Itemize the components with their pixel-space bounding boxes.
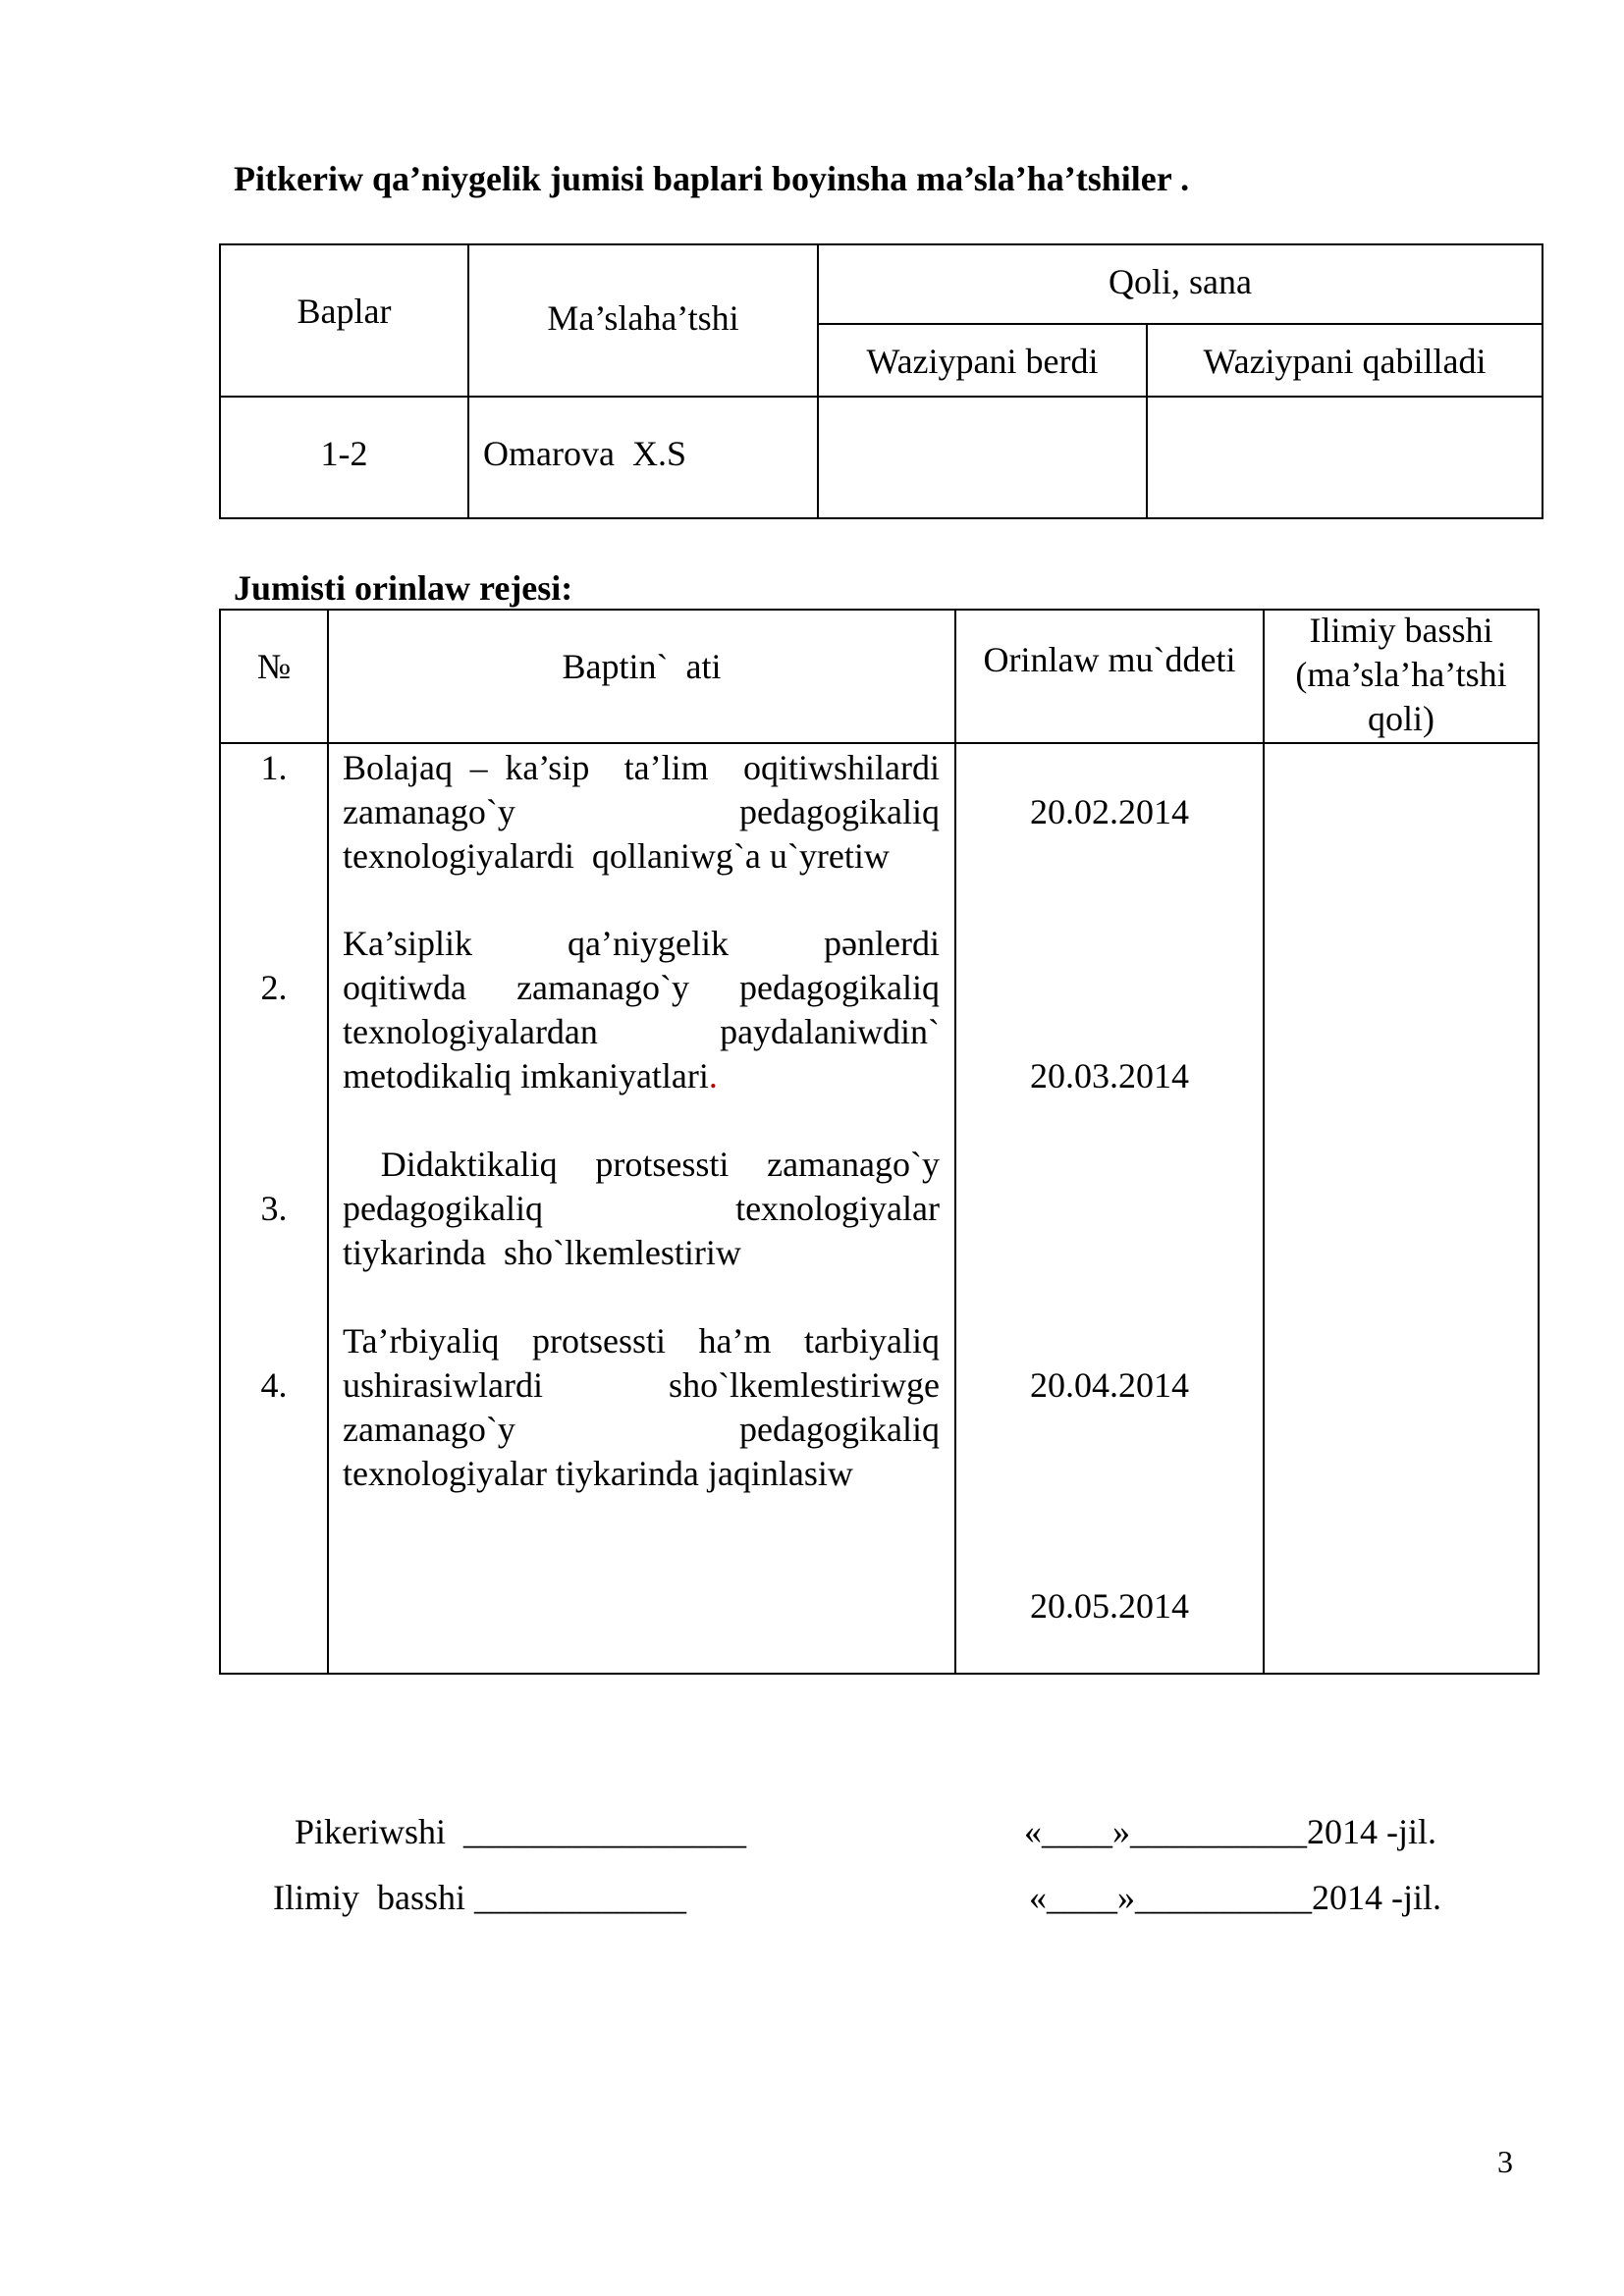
column-header-baplar: Baplar bbox=[297, 292, 392, 331]
column-header-orinlaw-mudeti: Orinlaw mu`ddeti bbox=[983, 640, 1236, 679]
list-item-title: Didaktikaliq protsessti zamanago`y pedagogikaliq texnologiyalar tiykarinda sho`lkemlestiriw bbox=[343, 1145, 940, 1272]
list-item-title: Bolajaq – ka’sip ta’lim oqitiwshilardi zamanago`y pedagogikaliq texnologiyalardi qollaniwg`a u`yretiw bbox=[343, 748, 940, 876]
column-header-waziypani-berdi: Waziypani berdi bbox=[866, 342, 1099, 381]
table-border bbox=[219, 517, 1543, 519]
signature-date-ilimiy-basshi: «____»__________2014 -jil. bbox=[1029, 1878, 1441, 1917]
due-date: 20.04.2014 bbox=[1030, 1365, 1189, 1405]
row-number: 2. bbox=[260, 968, 288, 1007]
page-number: 3 bbox=[1497, 2144, 1513, 2179]
column-header-qoli-sana: Qoli, sana bbox=[1109, 262, 1252, 301]
table-border bbox=[1542, 243, 1543, 519]
table-border bbox=[327, 609, 329, 1675]
table-border bbox=[1263, 609, 1265, 1675]
column-header-number: № bbox=[256, 647, 292, 686]
due-date: 20.03.2014 bbox=[1030, 1056, 1189, 1095]
list-item-title: Ta’rbiyaliq protsessti ha’m tarbiyaliq ushirasiwlardi sho`lkemlestiriwge zamanago`y pedagogikaliq texnologiyalar tiykarinda jaqinlasiw bbox=[343, 1321, 940, 1493]
table-cell-maslahatshi: Omarova X.S bbox=[483, 434, 686, 473]
list-item-title: Ka’siplik qa’niygelik pənlerdi oqitiwda zamanago`y pedagogikaliq texnologiyalardan paydalaniwdin` metodikaliq imkaniyatlari. bbox=[343, 924, 940, 1095]
table-border bbox=[1538, 609, 1540, 1675]
section-heading-work-plan: Jumisti orinlaw rejesi: bbox=[234, 568, 573, 608]
column-header-maslahatshi: Ma’slaha’tshi bbox=[547, 298, 739, 338]
row-number: 3. bbox=[260, 1189, 288, 1228]
column-header-baptin-ati: Baptin` ati bbox=[562, 647, 722, 686]
table-border bbox=[219, 396, 1543, 398]
signature-line-ilimiy-basshi: Ilimiy basshi ____________ bbox=[273, 1878, 686, 1917]
column-header-waziypani-qabilladi: Waziypani qabilladi bbox=[1203, 342, 1487, 381]
table-border bbox=[954, 609, 956, 1675]
table-border bbox=[467, 243, 469, 519]
table-border bbox=[818, 323, 1543, 325]
table-cell-baplar: 1-2 bbox=[320, 434, 368, 473]
signature-line-pikeriwshi: Pikeriwshi ________________ bbox=[295, 1812, 747, 1851]
table-border bbox=[219, 742, 1540, 744]
row-number: 1. bbox=[260, 748, 288, 787]
section-heading-consultants: Pitkeriw qa’niygelik jumisi baplari boyinsha ma’sla’ha’tshiler . bbox=[234, 159, 1190, 198]
column-header-ilimiy-basshi: Ilimiy basshi (ma’sla’ha’tshi qoli) bbox=[1295, 611, 1507, 738]
signature-date-pikeriwshi: «____»__________2014 -jil. bbox=[1024, 1812, 1436, 1851]
row-number: 4. bbox=[260, 1365, 288, 1405]
table-border bbox=[219, 243, 1543, 245]
table-border bbox=[219, 1673, 1540, 1675]
due-date: 20.05.2014 bbox=[1030, 1586, 1189, 1626]
table-border bbox=[219, 243, 221, 519]
due-date: 20.02.2014 bbox=[1030, 792, 1189, 831]
